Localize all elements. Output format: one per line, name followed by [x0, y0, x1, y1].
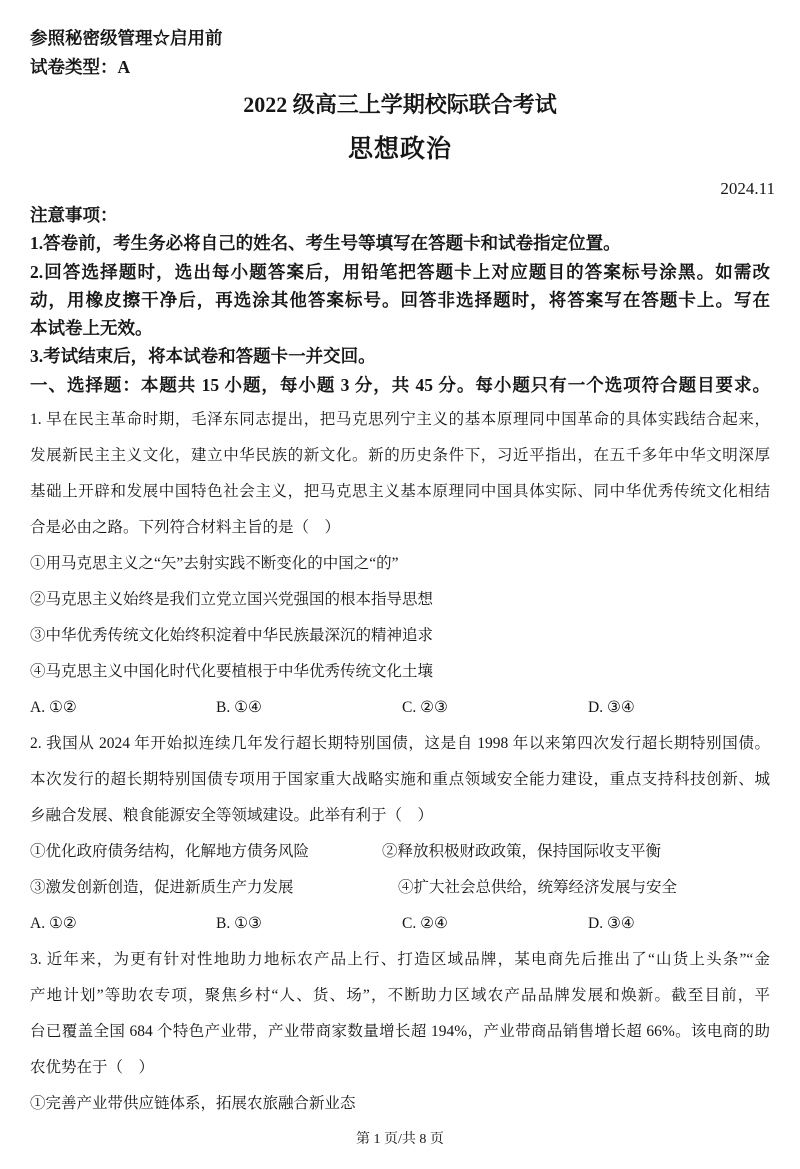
question-stem-line: 合是必由之路。下列符合材料主旨的是（ ） — [30, 519, 341, 536]
statement-1: ①用马克思主义之“矢”去射实践不断变化的中国之“的” — [30, 555, 399, 572]
question-stem-line: 本次发行的超长期特别国债专项用于国家重大战略实施和重点领域安全能力建设，重点支持科技创新、城 — [30, 771, 770, 788]
choice-c: C. ②④ — [402, 915, 448, 932]
question-stem-line: 2. 我国从 2024 年开始拟连续几年发行超长期特别国债，这是自 1998 年以来第四次发行超长期特别国债。 — [30, 735, 770, 752]
question-stem-line: 基础上开辟和发展中国特色社会主义，把马克思主义基本原理同中国具体实际、同中华优秀传统文化相结 — [30, 483, 770, 500]
choice-a: A. ①② — [30, 915, 77, 932]
note-item-2-line-3: 本试卷上无效。 — [30, 318, 153, 339]
statement-1: ①优化政府债务结构，化解地方债务风险 — [30, 843, 310, 860]
question-2 — [30, 726, 770, 942]
notes-section — [30, 201, 770, 399]
choice-b: B. ①③ — [216, 915, 262, 932]
statement-3: ③激发创新创造，促进新质生产力发展 — [30, 879, 294, 896]
choice-d: D. ③④ — [588, 915, 635, 932]
answer-choices — [30, 906, 770, 942]
note-item-2-line-2: 动，用橡皮擦干净后，再选涂其他答案标号。回答非选择题时，将答案写在答题卡上。写在 — [30, 289, 770, 310]
statement-2: ②释放积极财政政策，保持国际收支平衡 — [382, 843, 662, 860]
choice-c: C. ②③ — [402, 699, 448, 716]
question-stem-line: 农优势在于（ ） — [30, 1059, 155, 1076]
statement-4: ④扩大社会总供给，统筹经济发展与安全 — [398, 879, 678, 896]
note-item-3: 3.考试结束后，将本试卷和答题卡一并交回。 — [30, 346, 376, 367]
question-stem-line: 乡融合发展、粮食能源安全等领域建设。此举有利于（ ） — [30, 807, 434, 824]
notes-heading: 注意事项： — [30, 205, 118, 225]
statement-row — [30, 834, 770, 870]
exam-date: 2024.11 — [720, 179, 775, 198]
note-item-1: 1.答卷前，考生务必将自己的姓名、考生号等填写在答题卡和试卷指定位置。 — [30, 233, 621, 254]
statement-row — [30, 870, 770, 906]
page-number: 第 1 页/共 8 页 — [356, 1132, 444, 1147]
paper-type-label: 试卷类型：A — [30, 57, 131, 77]
section-heading: 一、选择题：本题共 15 小题，每小题 3 分，共 45 分。每小题只有一个选项符合题目要求。 — [30, 374, 770, 395]
choice-a: A. ①② — [30, 699, 77, 716]
note-item-2-line-1: 2.回答选择题时，选出每小题答案后，用铅笔把答题卡上对应题目的答案标号涂黑。如需改 — [30, 261, 770, 282]
statement-1: ①完善产业带供应链体系，拓展农旅融合新业态 — [30, 1095, 356, 1112]
statement-3: ③中华优秀传统文化始终积淀着中华民族最深沉的精神追求 — [30, 627, 434, 644]
subject-title: 思想政治 — [347, 136, 452, 163]
question-stem-line: 台已覆盖全国 684 个特色产业带，产业带商家数量增长超 194%，产业带商品销售增长超 66%。该电商的助 — [30, 1023, 770, 1040]
question-stem-line: 1. 早在民主革命时期，毛泽东同志提出，把马克思列宁主义的基本原理同中国革命的具体实践结合起来， — [30, 411, 770, 428]
question-3 — [30, 942, 770, 1122]
choice-b: B. ①④ — [216, 699, 262, 716]
answer-choices — [30, 690, 770, 726]
statement-2: ②马克思主义始终是我们立党立国兴党强国的根本指导思想 — [30, 591, 434, 608]
choice-d: D. ③④ — [588, 699, 635, 716]
questions-section — [30, 402, 770, 1122]
question-stem-line: 产地计划”等助农专项，聚焦乡村“人、货、场”，不断助力区域农产品品牌发展和焕新。截至目前，平 — [30, 987, 770, 1004]
question-stem-line: 发展新民主主义文化，建立中华民族的新文化。新的历史条件下，习近平指出，在五千多年中华文明深厚 — [30, 447, 770, 464]
secrecy-label: 参照秘密级管理☆启用前 — [30, 28, 223, 48]
question-stem-line: 3. 近年来，为更有针对性地助力地标农产品上行、打造区域品牌，某电商先后推出了“山货上头条”“金 — [30, 951, 770, 968]
question-1 — [30, 402, 770, 726]
exam-title: 2022 级高三上学期校际联合考试 — [243, 92, 557, 117]
exam-header — [30, 24, 770, 82]
statement-4: ④马克思主义中国化时代化要植根于中华优秀传统文化土壤 — [30, 663, 434, 680]
